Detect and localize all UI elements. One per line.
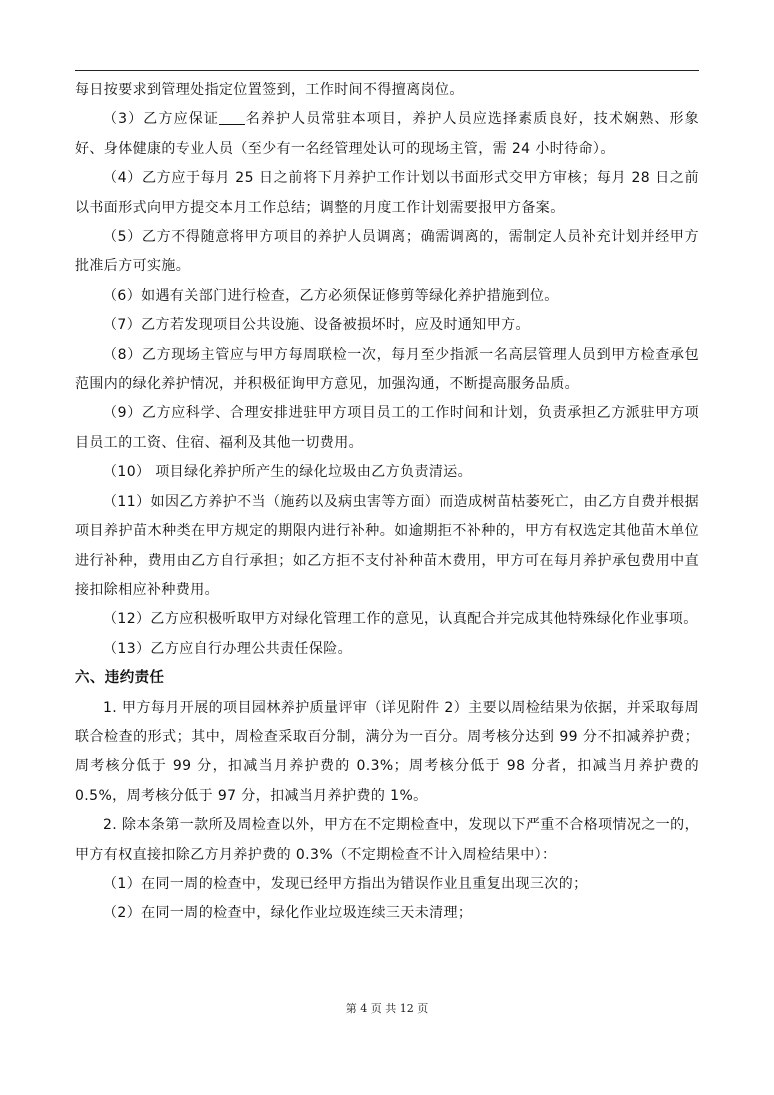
header-rule [75,70,699,71]
paragraph-item-12: （12）乙方应积极听取甲方对绿化管理工作的意见，认真配合并完成其他特殊绿化作业事项。 [103,611,698,628]
paragraph-item-5: （5）乙方不得随意将甲方项目的养护人员调离；确需调离的，需制定人员补充计划并经甲方批准后方可实施。 [75,229,699,275]
item-3-text: 名养护人员常驻本项目，养护人员应选择素质良好，技术娴熟、形象好、身体健康的专业人员（至少有一名经管理处认可的现场主管，需 24 小时待命）。 [75,111,700,157]
paragraph-item-7: （7）乙方若发现项目公共设施、设备被损坏时，应及时通知甲方。 [103,317,530,334]
paragraph-item-9: （9）乙方应科学、合理安排进驻甲方项目员工的工作时间和计划，负责承担乙方派驻甲方项目员工的工资、住宿、福利及其他一切费用。 [75,405,699,451]
paragraph-item-4: （4）乙方应于每月 25 日之前将下月养护工作计划以书面形式交甲方审核；每月 28 日之前以书面形式向甲方提交本月工作总结；调整的月度工作计划需要报甲方备案。 [75,170,699,216]
paragraph-continuation: 每日按要求到管理处指定位置签到，工作时间不得擅离岗位。 [75,82,464,98]
paragraph-item-10: （10） 项目绿化养护所产生的绿化垃圾由乙方负责清运。 [103,464,473,481]
section-heading: 六、违约责任 [75,670,165,687]
page-number: 第 4 页 共 12 页 [345,1002,429,1015]
paragraph-item-6: （6）如遇有关部门进行检查，乙方必须保证修剪等绿化养护措施到位。 [103,287,559,304]
paragraph-item-8: （8）乙方现场主管应与甲方每周联检一次，每月至少指派一名高层管理人员到甲方检查承包范围内的绿化养护情况，并积极征询甲方意见，加强沟通，不断提高服务品质。 [75,346,699,393]
paragraph-item-11: （11）如因乙方养护不当（施药以及病虫害等方面）而造成树苗枯萎死亡，由乙方自费并根据项目养护苗木种类在甲方规定的期限内进行补种。如逾期拒不补种的，甲方有权选定其他苗木单位进行补种，费用由乙方自行承担；如乙方拒不支付补种苗木费用，甲方可在每月养护承包费用中直接扣除相应补种费用。 [75,493,699,598]
item-3-prefix: （3）乙方应保证 [103,111,219,128]
document-body [75,76,699,929]
clause-1: 1. 甲方每月开展的项目园林养护质量评审（详见附件 2）主要以周检结果为依据，并采取每周联合检查的形式；其中，周检查采取百分制，满分为一百分。周考核分达到 99 分不扣减养护费；周考核分低于 99 分，扣减当月养护费的 0.3%；周考核分低于 98 分者，扣减当月养护费的 0.5%，周考核分低于 97 分，扣减当月养护费的 1%。 [75,699,699,804]
clause-2-item-2: （2）在同一周的检查中，绿化作业垃圾连续三天未清理； [103,905,473,922]
blank-line [219,110,245,125]
paragraph-item-3 [75,105,699,164]
clause-2-item-1: （1）在同一周的检查中，发现已经甲方指出为错误作业且重复出现三次的； [103,875,588,892]
clause-2: 2. 除本条第一款所及周检查以外，甲方在不定期检查中，发现以下严重不合格项情况之一的，甲方有权直接扣除乙方月养护费的 0.3%（不定期检查不计入周检结果中）： [75,817,699,863]
paragraph-item-13: （13）乙方应自行办理公共责任保险。 [103,640,353,657]
